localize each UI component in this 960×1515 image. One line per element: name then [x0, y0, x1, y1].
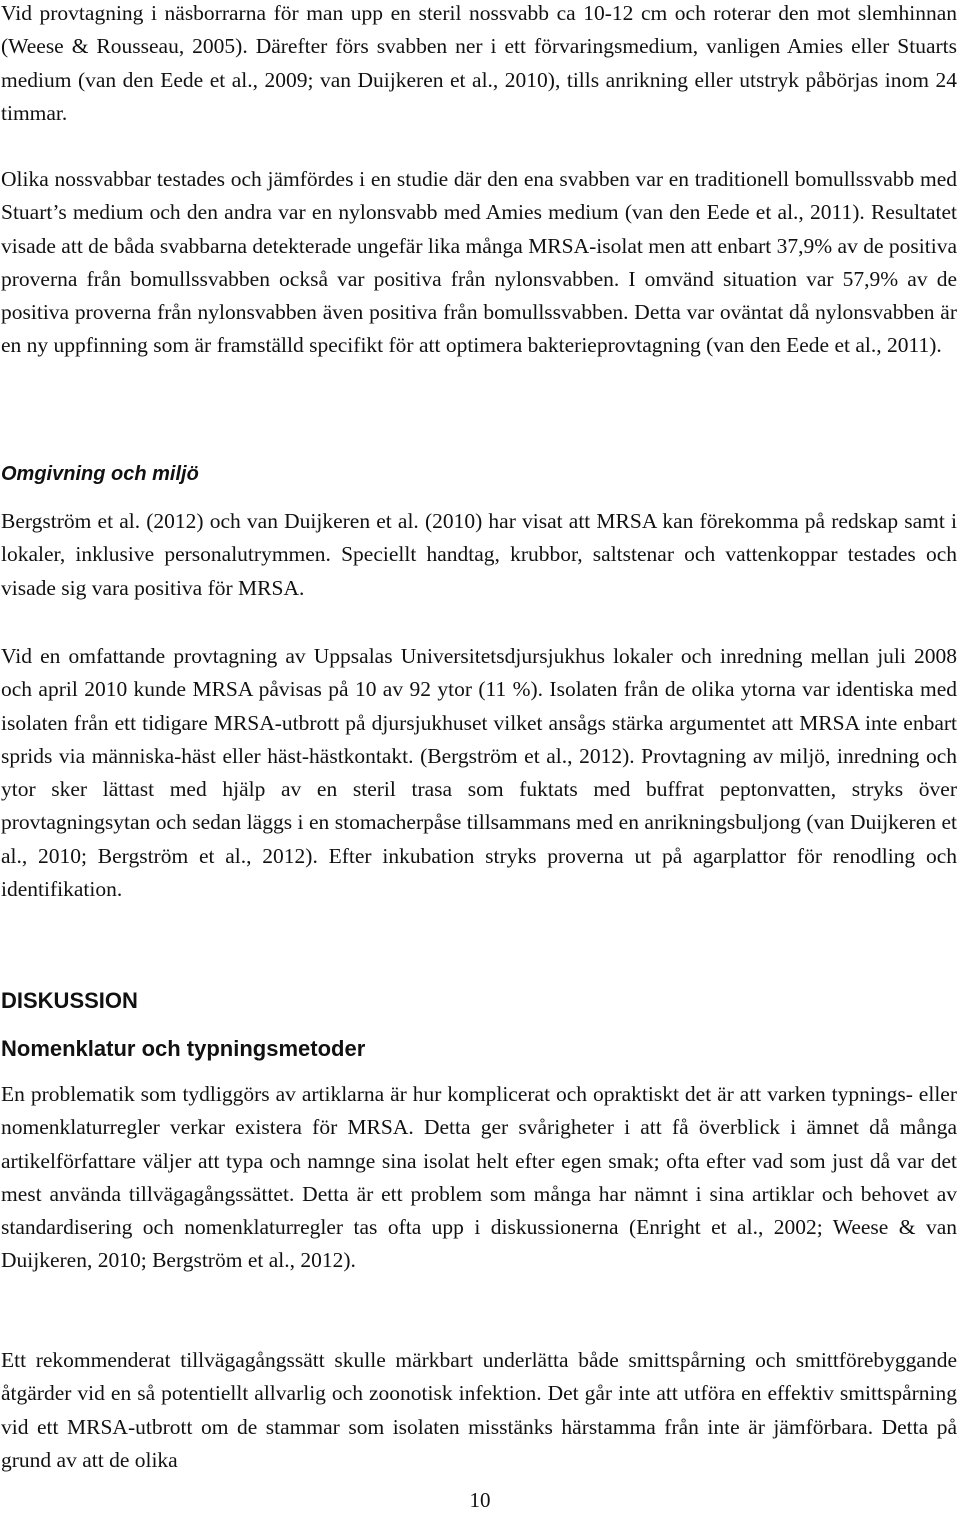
heading-nomenclature: Nomenklatur och typningsmetoder	[1, 1036, 366, 1061]
heading-discussion: DISKUSSION	[1, 988, 138, 1013]
paragraph-uppsala-study: Vid en omfattande provtagning av Uppsalas Universitetsdjursjukhus lokaler och inredning mellan juli 2008 och april 2010 kunde MRSA påvisas på 10 av 92 ytor (11 %). Isolaten från de olika ytorna var identiska med isolaten från ett tidigare MRSA-utbrott på djursjukhuset vilket ansågs stärka argumentet att MRSA inte enbart sprids via människa-häst eller häst-hästkontakt. (Bergström et al., 2012). Provtagning av miljö, inredning och ytor sker lättast med hjälp av en steril trasa som fuktats med buffrat peptonvatten, stryks över provtagningsytan och sedan läggs i en stomacherpåse tillsammans med en anrikningsbuljong (van Duijkeren et al., 2010; Bergström et al., 2012). Efter inkubation stryks proverna ut på agarplattor för renodling och identifikation.	[1, 644, 957, 902]
paragraph-nomenclature-problem: En problematik som tydliggörs av artiklarna är hur komplicerat och opraktiskt det är att varken typnings- eller nomenklaturregler verkar existera för MRSA. Detta ger svårigheter i att få överblick i ämnet då många artikelförfattare väljer att typa och namnge sina isolat helt efter egen smak; ofta efter vad som just då var det mest använda tillvägagångssättet. Detta är ett problem som många har nämnt i sina artiklar och behovet av standardisering och nomenklaturregler tas ofta upp i diskussionerna (Enright et al., 2002; Weese & van Duijkeren, 2010; Bergström et al., 2012).	[1, 1082, 957, 1273]
paragraph-environment-intro: Bergström et al. (2012) och van Duijkeren et al. (2010) har visat att MRSA kan förekomma på redskap samt i lokaler, inklusive personalutrymmen. Speciellt handtag, krubbor, saltstenar och vattenkoppar testades och visade sig vara positiva för MRSA.	[1, 509, 957, 600]
paragraph-swab-comparison: Olika nossvabbar testades och jämfördes i en studie där den ena svabben var en traditionell bomullssvabb med Stuart’s medium och den andra var en nylonsvabb med Amies medium (van den Eede et al., 2011). Resultatet visade att de båda svabbarna detekterade ungefär lika många MRSA-isolat men att enbart 37,9% av de positiva proverna från bomullssvabben också var positiva från nylonsvabben. I omvänd situation var 57,9% av de positiva proverna från nylonsvabben även positiva från bomullssvabben. Detta var oväntat då nylonsvabben är en ny uppfinning som är framställd specifikt för att optimera bakterieprovtagning (van den Eede et al., 2011).	[1, 167, 957, 358]
heading-environment: Omgivning och miljö	[1, 463, 199, 485]
page-number: 10	[469, 1488, 491, 1512]
paragraph-nasal-sampling: Vid provtagning i näsborrarna för man upp en steril nossvabb ca 10-12 cm och roterar den mot slemhinnan (Weese & Rousseau, 2005). Därefter förs svabben ner i ett förvaringsmedium, vanligen Amies eller Stuarts medium (van den Eede et al., 2009; van Duijkeren et al., 2010), tills anrikning eller utstryk påbörjas inom 24 timmar.	[1, 1, 957, 125]
paragraph-recommended-approach: Ett rekommenderat tillvägagångssätt skulle märkbart underlätta både smittspårning och smittförebyggande åtgärder vid en så potentiellt allvarlig och zoonotisk infektion. Det går inte att utföra en effektiv smittspårning vid ett MRSA-utbrott om de stammar som isolaten misstänks härstamma från inte är jämförbara. Detta på grund av att de olika	[1, 1348, 957, 1472]
